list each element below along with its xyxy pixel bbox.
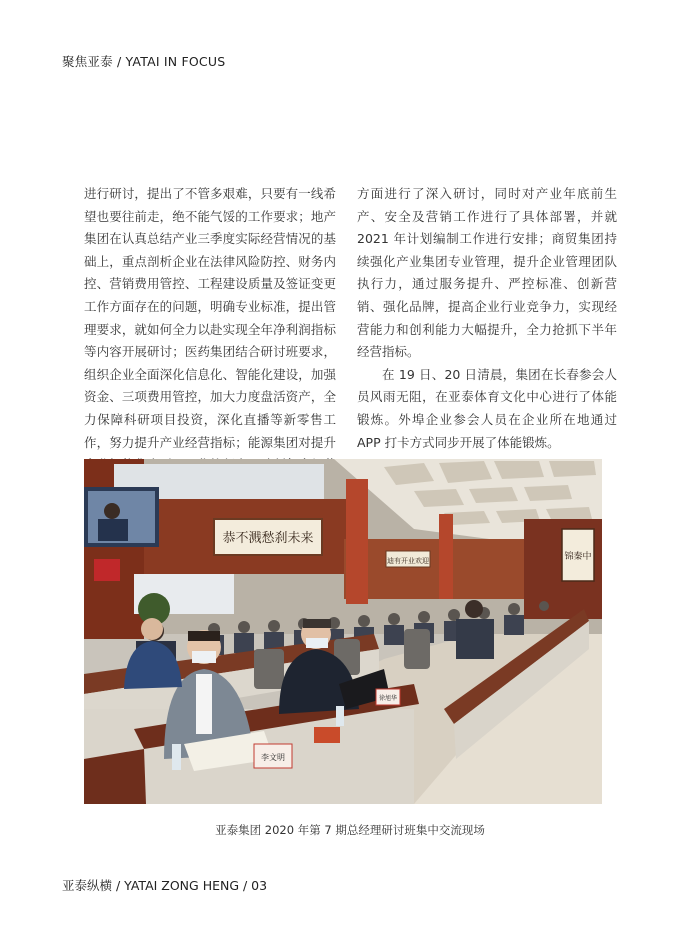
page-footer: 亚泰纵横 / YATAI ZONG HENG / 03 <box>62 878 268 893</box>
wall-calligraphy: 锦秦中 <box>564 552 592 562</box>
nameplate-left-text: 李文明 <box>261 753 285 762</box>
article-left-column <box>84 183 336 499</box>
left-paragraph: 进行研讨，提出了不管多艰难，只要有一线希望也要往前走，绝不能气馁的工作要求；地产集团在认真总结产业三季度实际经营情况的基础上，重点剖析企业在法律风险防控、财务内控、营销费用管控、工程建设质量及签证变更工作方面存在的问题，明确专业标准，提出管理要求，就如何全力以赴实现全年净利润指标等内容开展研讨；医药集团结合研讨班要求，组织企业全面深化信息化、智能化建设，加强资金、三项费用管控，加大力度盘活资产，全力保障科研项目投资，深化直播等新零售工作，努力提升产业经营指标；能源集团对提升 <box>84 186 336 450</box>
nameplate-right-text: 徐旭华 <box>378 695 398 702</box>
article-right-column <box>357 183 617 454</box>
banner-text: 恭不溅愁刹未来 <box>222 531 314 546</box>
right-paragraph-2: 在 19 日、20 日清晨，集团在长春参会人员风雨无阻，在亚泰体育文化中心进行了体能锻炼。外埠企业参会人员在企业所在地通过 APP 打卡方式同步开展了体能锻炼。 <box>357 366 617 450</box>
meeting-photo <box>84 459 602 804</box>
right-paragraph-1: 方面进行了深入研讨，同时对产业年底前生产、安全及营销工作进行了具体部署，并就 2021 年计划编制工作进行安排；商贸集团持续强化产业集团专业管理，提升企业管理团队执行力，通过服务提升、严控标准、创新营销、强化品牌，提高企业行业竞争力，实现经营能力和创利能力大幅提升，全力抢抓下半年经营指标。 <box>357 186 617 360</box>
banner-small-text: 迪有开业欢迎 <box>387 557 429 565</box>
photo-caption: 亚泰集团 2020 年第 7 期总经理研讨班集中交流现场 <box>215 823 485 837</box>
page-header: 聚焦亚泰 / YATAI IN FOCUS <box>62 54 226 69</box>
